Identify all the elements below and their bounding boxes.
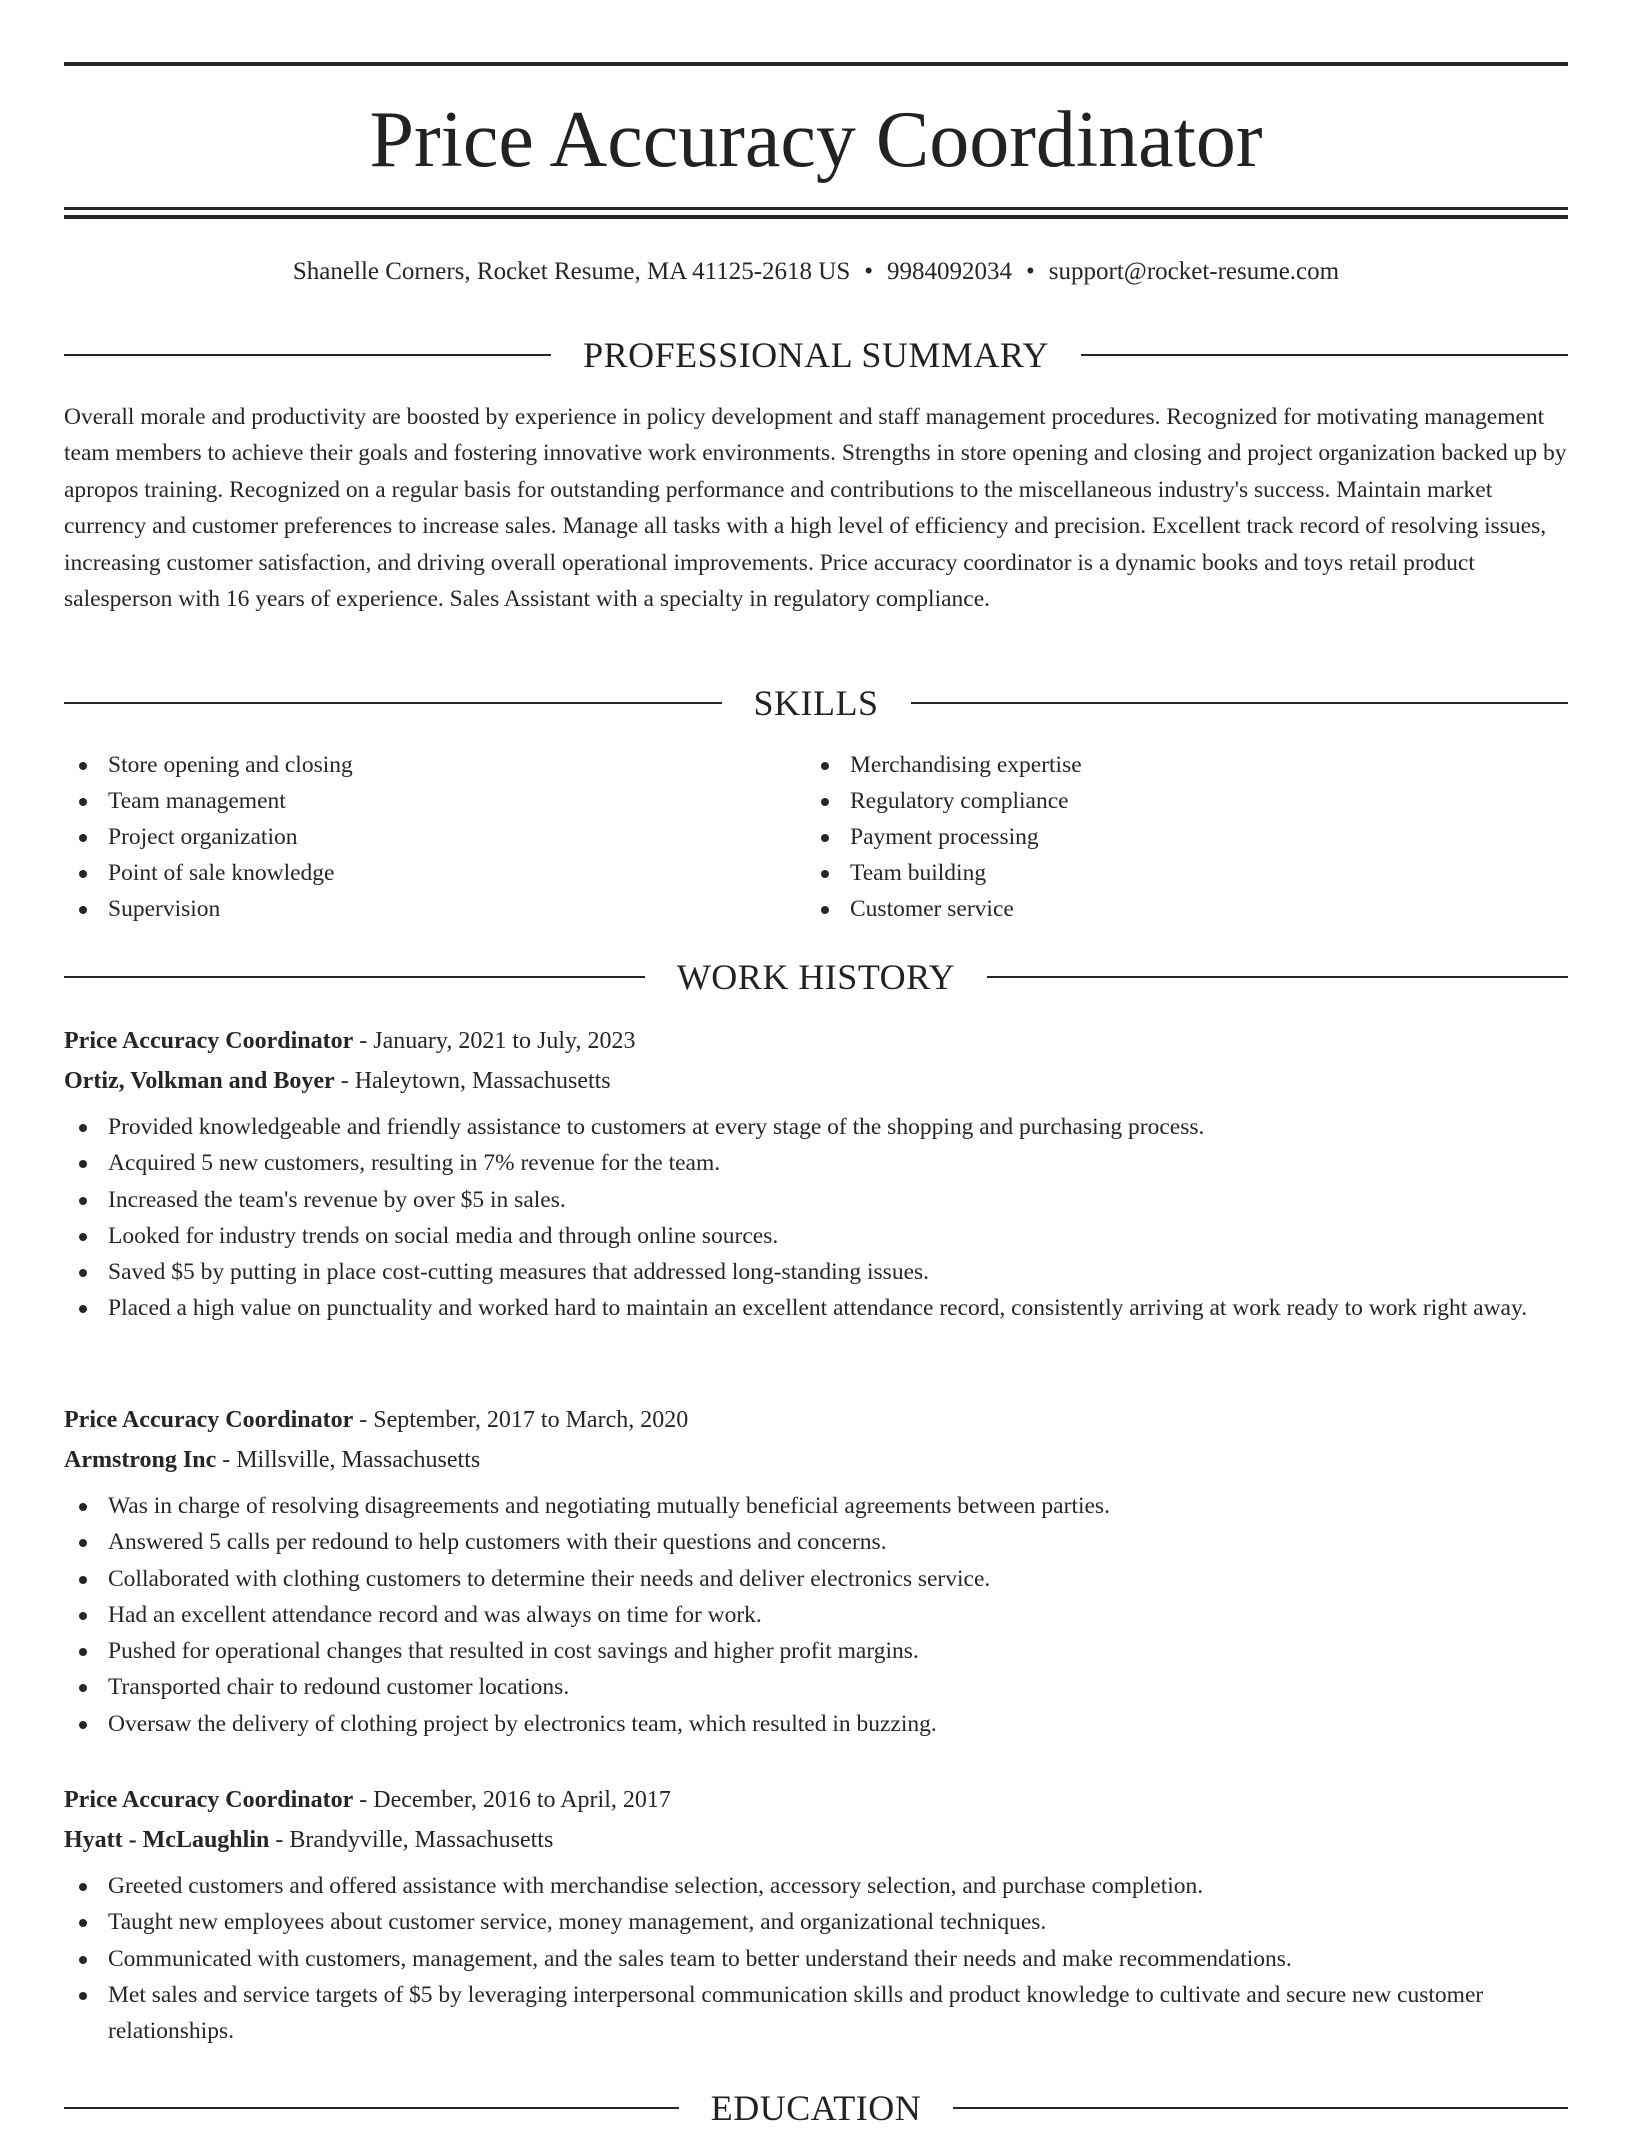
job-title: Price Accuracy Coordinator (64, 1407, 354, 1433)
skill-item: Project organization (64, 819, 764, 855)
job-entry (64, 1780, 1568, 2049)
section-heading-summary (64, 330, 1568, 380)
heading-rule-right (953, 2107, 1568, 2109)
section-heading-education (64, 2083, 1568, 2133)
job-entry (64, 1021, 1568, 1327)
resume-title: Price Accuracy Coordinator (369, 96, 1263, 184)
job-bullet: Taught new employees about customer service, money management, and organizational techniques. (64, 1904, 1568, 1940)
heading-rule-left (64, 976, 645, 978)
skill-item: Store opening and closing (64, 747, 764, 783)
job-title: Price Accuracy Coordinator (64, 1028, 354, 1054)
heading-rule-left (64, 702, 722, 704)
company-location: - Haleytown, Massachusetts (334, 1068, 611, 1094)
skill-item: Team management (64, 783, 764, 819)
job-bullet: Transported chair to redound customer locations. (64, 1669, 1568, 1705)
company-name: Armstrong Inc (64, 1447, 217, 1473)
job-title-line (64, 1021, 1568, 1061)
job-bullet: Answered 5 calls per redound to help customers with their questions and concerns. (64, 1524, 1568, 1560)
job-title-line (64, 1780, 1568, 1820)
company-name: Ortiz, Volkman and Boyer (64, 1068, 335, 1094)
section-title: WORK HISTORY (676, 957, 956, 997)
job-bullets (64, 1109, 1568, 1327)
contact-line (64, 252, 1568, 292)
skill-item: Customer service (806, 891, 1506, 927)
heading-rule-left (64, 2107, 679, 2109)
skills-list-right (806, 747, 1506, 927)
title-double-rule-lower (64, 215, 1568, 219)
job-company-line (64, 1820, 1568, 1860)
job-bullet: Increased the team's revenue by over $5 in sales. (64, 1182, 1568, 1218)
contact-separator: • (1026, 258, 1035, 285)
skill-item: Regulatory compliance (806, 783, 1506, 819)
job-bullet: Saved $5 by putting in place cost-cutting measures that addressed long-standing issues. (64, 1254, 1568, 1290)
section-heading-work-history (64, 952, 1568, 1002)
section-title: EDUCATION (710, 2088, 922, 2128)
section-title: SKILLS (753, 683, 879, 723)
title-double-rule-upper (64, 207, 1568, 210)
heading-rule-left (64, 354, 551, 356)
job-company-line (64, 1061, 1568, 1101)
summary-text: Overall morale and productivity are boosted by experience in policy development and staff management procedures. Recognized for motivating management team members to achieve their goals and fostering innovative work environments. Strengths in store opening and closing and project organization backed up by apropos training. Recognized on a regular basis for outstanding performance and contributions to the miscellaneous industry's success. Maintain market currency and customer preferences to increase sales. Manage all tasks with a high level of efficiency and precision. Excellent track record of resolving issues, increasing customer satisfaction, and driving overall operational improvements. Price accuracy coordinator is a dynamic books and toys retail product salesperson with 16 years of experience. Sales Assistant with a specialty in regulatory compliance. (64, 404, 1567, 613)
skills-list-left (64, 747, 764, 927)
heading-rule-right (911, 702, 1569, 704)
contact-phone: 9984092034 (887, 258, 1013, 285)
job-bullets (64, 1868, 1568, 2049)
job-bullet: Looked for industry trends on social media and through online sources. (64, 1218, 1568, 1254)
heading-rule-right (987, 976, 1568, 978)
skill-item: Point of sale knowledge (64, 855, 764, 891)
skill-item: Supervision (64, 891, 764, 927)
job-bullet: Acquired 5 new customers, resulting in 7% revenue for the team. (64, 1145, 1568, 1181)
section-title: PROFESSIONAL SUMMARY (583, 335, 1049, 375)
skill-item: Payment processing (806, 819, 1506, 855)
job-bullets (64, 1488, 1568, 1742)
job-bullet: Provided knowledgeable and friendly assistance to customers at every stage of the shopping and purchasing process. (64, 1109, 1568, 1145)
job-dates: - January, 2021 to July, 2023 (353, 1028, 636, 1054)
contact-email: support@rocket-resume.com (1048, 258, 1340, 285)
heading-rule-right (1081, 354, 1568, 356)
job-dates: - December, 2016 to April, 2017 (353, 1787, 671, 1813)
contact-separator: • (864, 258, 874, 285)
job-bullet: Collaborated with clothing customers to determine their needs and deliver electronics service. (64, 1561, 1568, 1597)
contact-address: Shanelle Corners, Rocket Resume, MA 41125-2618 US (292, 258, 851, 285)
job-bullet: Met sales and service targets of $5 by leveraging interpersonal communication skills and product knowledge to cultivate and secure new customer relationships. (64, 1977, 1568, 2050)
job-bullet: Had an excellent attendance record and was always on time for work. (64, 1597, 1568, 1633)
skill-item: Merchandising expertise (806, 747, 1506, 783)
job-bullet: Greeted customers and offered assistance with merchandise selection, accessory selection, and purchase completion. (64, 1868, 1568, 1904)
job-bullet: Oversaw the delivery of clothing project by electronics team, which resulted in buzzing. (64, 1706, 1568, 1742)
company-location: - Millsville, Massachusetts (216, 1447, 481, 1473)
job-bullet: Communicated with customers, management, and the sales team to better understand their needs and make recommendations. (64, 1941, 1568, 1977)
section-heading-skills (64, 678, 1568, 728)
company-name: Hyatt - McLaughlin (64, 1827, 270, 1853)
job-company-line (64, 1440, 1568, 1480)
job-bullet: Was in charge of resolving disagreements and negotiating mutually beneficial agreements between parties. (64, 1488, 1568, 1524)
company-location: - Brandyville, Massachusetts (269, 1827, 554, 1853)
job-dates: - September, 2017 to March, 2020 (353, 1407, 689, 1433)
job-entry (64, 1400, 1568, 1742)
skill-item: Team building (806, 855, 1506, 891)
job-bullet: Pushed for operational changes that resulted in cost savings and higher profit margins. (64, 1633, 1568, 1669)
job-bullet: Placed a high value on punctuality and worked hard to maintain an excellent attendance record, consistently arriving at work ready to work right away. (64, 1290, 1568, 1326)
top-rule (64, 62, 1568, 66)
job-title-line (64, 1400, 1568, 1440)
job-title: Price Accuracy Coordinator (64, 1787, 354, 1813)
